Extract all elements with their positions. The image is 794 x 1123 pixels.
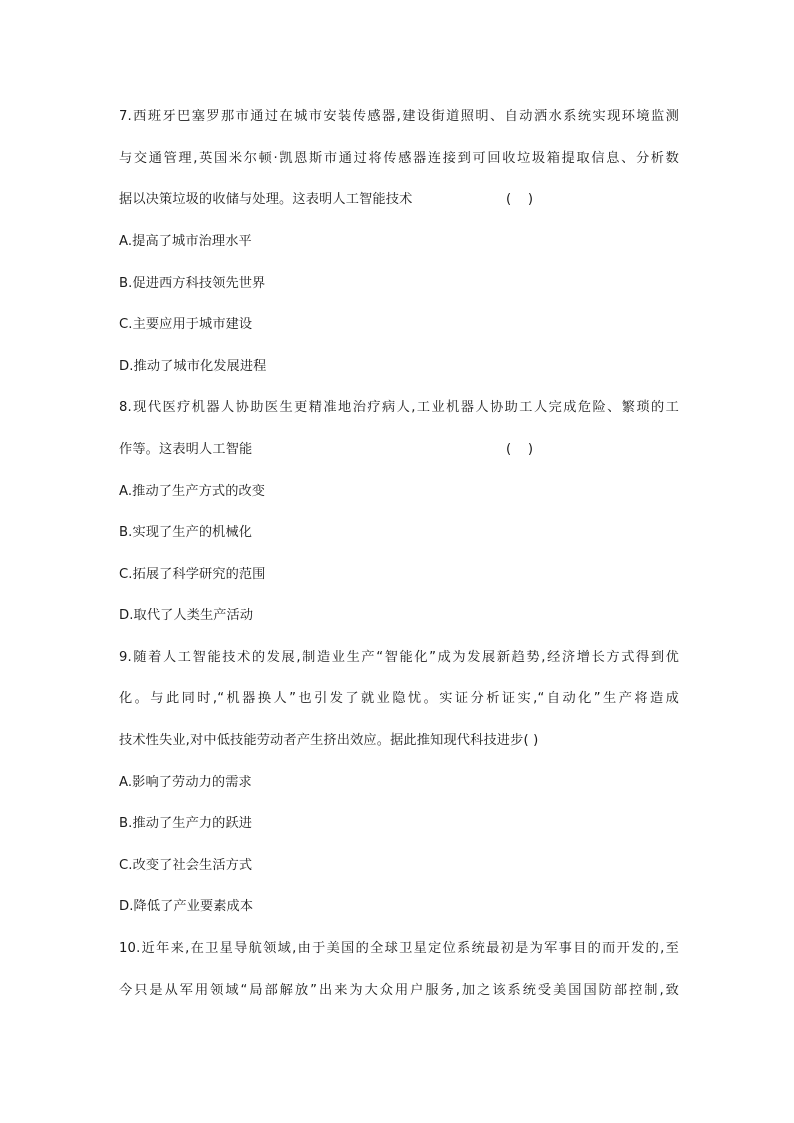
question-7-option-b: B.促进西方科技领先世界	[119, 276, 266, 291]
question-8-stem-line-2: 作等。这表明人工智能	[119, 442, 253, 457]
question-9-stem-line-2: 化。与此同时,“机器换人”也引发了就业隐忧。实证分析证实,“自动化”生产将造成	[119, 691, 679, 706]
question-7-stem-line-1: 7.西班牙巴塞罗那市通过在城市安装传感器,建设街道照明、自动洒水系统实现环境监测	[119, 109, 679, 124]
question-10-stem-line-1: 10.近年来,在卫星导航领域,由于美国的全球卫星定位系统最初是为军事目的而开发的,至	[119, 941, 679, 956]
question-7-answer-bracket: ( )	[506, 192, 534, 207]
question-7-option-c: C.主要应用于城市建设	[119, 317, 253, 332]
question-9-option-c: C.改变了社会生活方式	[119, 858, 253, 873]
question-9-stem-line-3: 技术性失业,对中低技能劳动者产生挤出效应。据此推知现代科技进步( )	[119, 733, 539, 748]
question-8-option-d: D.取代了人类生产活动	[119, 608, 254, 623]
question-8-answer-bracket: ( )	[506, 442, 534, 457]
question-7-stem-line-3: 据以决策垃圾的收储与处理。这表明人工智能技术	[119, 192, 413, 207]
question-8-option-a: A.推动了生产方式的改变	[119, 484, 266, 499]
question-8-option-b: B.实现了生产的机械化	[119, 525, 253, 540]
question-8-option-c: C.拓展了科学研究的范围	[119, 567, 266, 582]
question-10-stem-line-2: 今只是从军用领域“局部解放”出来为大众用户服务,加之该系统受美国国防部控制,致	[119, 983, 679, 998]
question-8-stem-line-1: 8.现代医疗机器人协助医生更精准地治疗病人,工业机器人协助工人完成危险、繁琐的工	[119, 400, 679, 415]
question-9-option-d: D.降低了产业要素成本	[119, 899, 254, 914]
question-7-option-d: D.推动了城市化发展进程	[119, 359, 267, 374]
question-7-stem-line-2: 与交通管理,英国米尔顿·凯恩斯市通过将传感器连接到可回收垃圾箱提取信息、分析数	[119, 151, 679, 166]
question-9-option-a: A.影响了劳动力的需求	[119, 775, 252, 790]
question-9-stem-line-1: 9.随着人工智能技术的发展,制造业生产“智能化”成为发展新趋势,经济增长方式得到优	[119, 650, 679, 665]
question-7-option-a: A.提高了城市治理水平	[119, 234, 252, 249]
question-9-option-b: B.推动了生产力的跃进	[119, 816, 253, 831]
